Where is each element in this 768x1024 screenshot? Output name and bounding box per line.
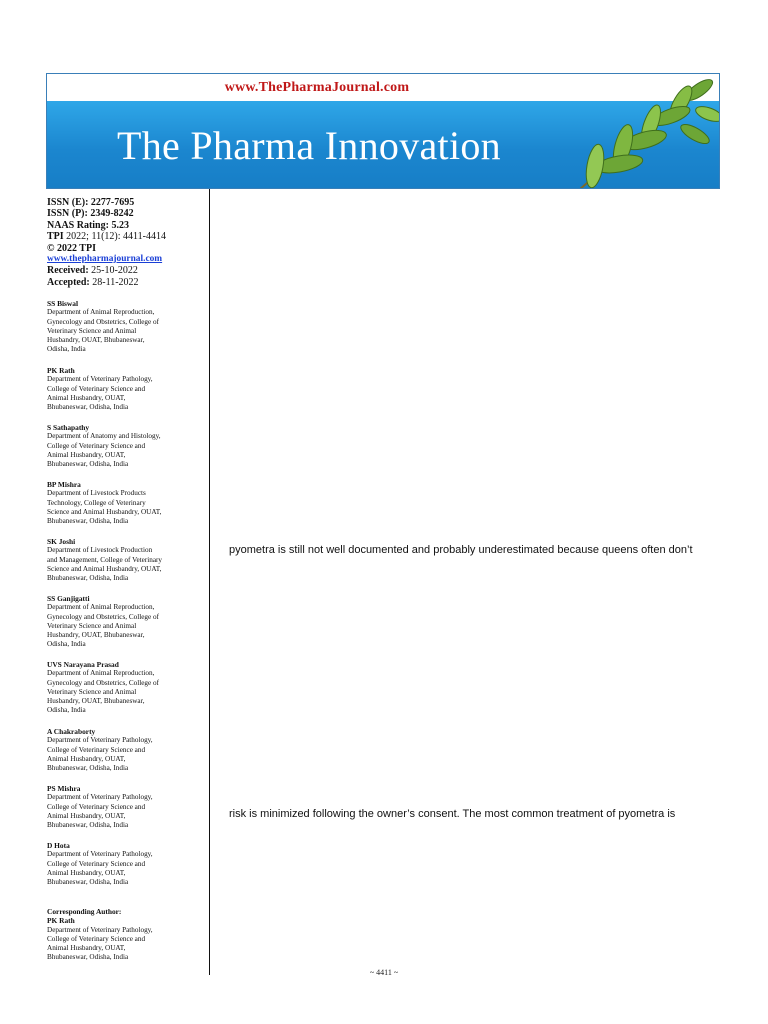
author-affiliation-line: Animal Husbandry, OUAT, (47, 393, 126, 402)
author-affiliation-line: Husbandry, OUAT, Bhubaneswar, (47, 696, 145, 705)
author-affiliation-line: College of Veterinary Science and (47, 441, 146, 450)
tpi-citation (47, 231, 205, 242)
author-affiliation-line: Odisha, India (47, 345, 86, 354)
author-affiliation-line: Animal Husbandry, OUAT, (47, 811, 126, 820)
author-affiliation-line: Bhubaneswar, Odisha, India (47, 573, 129, 582)
author-block (47, 423, 207, 469)
author-affiliation-line: Science and Animal Husbandry, OUAT, (47, 507, 162, 516)
author-affiliation-line: Veterinary Science and Animal (47, 687, 137, 696)
author-affiliation-line: Department of Anatomy and Histology, (47, 432, 161, 441)
author-name: BP Mishra (47, 480, 81, 489)
author-name: SK Joshi (47, 537, 76, 546)
website-link[interactable]: www.thepharmajournal.com (47, 254, 163, 265)
accepted-label: Accepted: (47, 276, 90, 288)
author-name: D Hota (47, 841, 70, 850)
issn-e: ISSN (E): 2277-7695 (47, 197, 135, 208)
received-date (47, 265, 205, 276)
author-affiliation-line: College of Veterinary Science and (47, 384, 146, 393)
author-block (47, 841, 207, 887)
corresponding-author-name: PK Rath (47, 916, 75, 926)
author-affiliation-line: Bhubaneswar, Odisha, India (47, 516, 129, 525)
author-affiliation-line: Department of Animal Reproduction, (47, 603, 155, 612)
author-affiliation-line: Technology, College of Veterinary (47, 498, 146, 507)
issn-p: ISSN (P): 2349-8242 (47, 208, 134, 220)
author-affiliation-line: College of Veterinary Science and (47, 745, 146, 754)
accepted-value: 28-11-2022 (89, 276, 139, 288)
body-text-line: pyometra is still not well documented and probably underestimated because queens often don’t (229, 544, 693, 556)
author-affiliation-line: Department of Livestock Production (47, 546, 153, 555)
author-affiliation-line: Odisha, India (47, 706, 86, 715)
author-affiliation-line: Bhubaneswar, Odisha, India (47, 763, 129, 772)
author-affiliation-line: Bhubaneswar, Odisha, India (47, 877, 129, 886)
corresponding-author-label: Corresponding Author: (47, 907, 122, 916)
author-block (47, 299, 207, 354)
author-name: S Sathapathy (47, 423, 90, 432)
author-affiliation-line: Department of Animal Reproduction, (47, 669, 155, 678)
author-affiliation-line: Department of Veterinary Pathology, (47, 375, 153, 384)
journal-title: The Pharma Innovation (117, 123, 501, 168)
corresponding-author (47, 907, 207, 962)
received-label: Received: (47, 265, 89, 277)
author-affiliation-line: Science and Animal Husbandry, OUAT, (47, 564, 162, 573)
author-affiliation-line: Veterinary Science and Animal (47, 326, 137, 335)
author-affiliation-line: Department of Veterinary Pathology, (47, 850, 153, 859)
accepted-date (47, 277, 205, 288)
author-name: UVS Narayana Prasad (47, 660, 119, 669)
author-affiliation-line: Animal Husbandry, OUAT, (47, 754, 126, 763)
author-affiliation-line: Husbandry, OUAT, Bhubaneswar, (47, 630, 145, 639)
page-number: ~ 4411 ~ (369, 968, 399, 977)
journal-metadata (47, 197, 205, 288)
author-affiliation-line: Department of Veterinary Pathology, (47, 925, 153, 934)
author-affiliation-line: Bhubaneswar, Odisha, India (47, 402, 129, 411)
journal-url[interactable]: www.ThePharmaJournal.com (224, 80, 410, 95)
author-affiliation-line: Bhubaneswar, Odisha, India (47, 953, 129, 962)
author-name: PK Rath (47, 366, 75, 375)
author-affiliation-line: Bhubaneswar, Odisha, India (47, 820, 129, 829)
copyright: © 2022 TPI (47, 242, 96, 254)
leaf-logo-icon (549, 74, 719, 189)
author-affiliation-line: and Management, College of Veterinary (47, 555, 163, 564)
author-affiliation-line: Animal Husbandry, OUAT, (47, 450, 126, 459)
author-affiliation-line: Gynecology and Obstetrics, College of (47, 612, 159, 621)
journal-banner (46, 73, 720, 189)
author-name: SS Biswal (47, 299, 79, 308)
author-affiliation-line: Gynecology and Obstetrics, College of (47, 678, 159, 687)
author-affiliation-line: Department of Veterinary Pathology, (47, 736, 153, 745)
author-block (47, 594, 207, 649)
author-affiliation-line: Animal Husbandry, OUAT, (47, 944, 126, 952)
author-affiliation-line: Department of Veterinary Pathology, (47, 793, 153, 802)
author-affiliation-line: College of Veterinary Science and (47, 934, 146, 943)
author-affiliation-line: Odisha, India (47, 640, 86, 649)
author-affiliation-line: Gynecology and Obstetrics, College of (47, 317, 159, 326)
column-divider (209, 189, 210, 975)
author-affiliation-line: College of Veterinary Science and (47, 859, 146, 868)
author-block (47, 537, 207, 583)
author-block (47, 727, 207, 773)
author-affiliation-line: College of Veterinary Science and (47, 802, 146, 811)
tpi-label: TPI (47, 231, 64, 243)
author-affiliation-line: Veterinary Science and Animal (47, 621, 137, 630)
body-text-line: risk is minimized following the owner’s consent. The most common treatment of pyometra is (229, 808, 676, 820)
author-affiliation-line: Department of Livestock Products (47, 489, 146, 498)
author-affiliation-line: Husbandry, OUAT, Bhubaneswar, (47, 335, 145, 344)
author-affiliation-line: Department of Animal Reproduction, (47, 308, 155, 317)
author-affiliation-line: Animal Husbandry, OUAT, (47, 868, 126, 877)
tpi-value: 2022; 11(12): 4411-4414 (63, 231, 166, 243)
author-block (47, 480, 207, 526)
author-name: A Chakraborty (47, 727, 96, 736)
received-value: 25-10-2022 (88, 265, 138, 277)
author-block (47, 366, 207, 412)
naas-rating: NAAS Rating: 5.23 (47, 219, 129, 231)
author-block (47, 784, 207, 830)
author-name: SS Ganjigatti (47, 594, 90, 603)
author-affiliation-line: Bhubaneswar, Odisha, India (47, 459, 129, 468)
author-name: PS Mishra (47, 784, 81, 793)
author-block (47, 660, 207, 715)
